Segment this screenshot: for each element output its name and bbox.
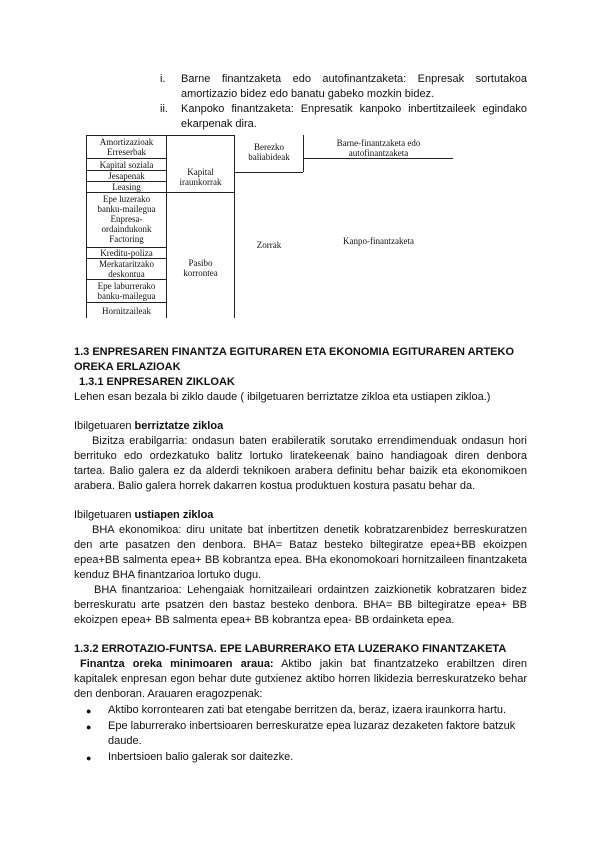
table-cell-kapital-soziala: Kapital soziala xyxy=(99,160,154,170)
paragraph-line: epea+BB salmenta epea+ BB kobrantza epea. BHa ekonomokoari hornitzaileen finantzaketa xyxy=(74,554,527,566)
paragraph-line: den arte pasatzen den denbora. BHA= Bataz besteko biltegiratze epea+BB ekoizpen xyxy=(74,539,527,551)
list-number: ii. xyxy=(160,103,168,115)
paragraph-line: kenduz BHA finantzarioa lortuko dugu. xyxy=(74,569,262,581)
paragraph-line: den denboran. Arauaren eragozpenak: xyxy=(74,688,263,700)
table-cell-leasing: Leasing xyxy=(112,182,141,192)
subsection-heading: 1.3.1 ENPRESAREN ZIKLOAK xyxy=(79,376,235,388)
table-cell-berezko-baliabideak: Berezko baliabideak xyxy=(248,142,290,162)
table-cell-merkataritzako: Merkataritzako deskontua xyxy=(99,259,154,279)
list-text-line: ekarpenak dira. xyxy=(181,118,257,130)
section-heading: 1.3 ENPRESAREN FINANTZA EGITURAREN ETA EKONOMIA EGITURAREN ARTEKO xyxy=(74,346,515,358)
bullet-icon: ● xyxy=(86,753,92,763)
paragraph-line: arabera. Balio galera horrek dakarren kostua produktuen kostura pasatu behar da. xyxy=(74,480,476,492)
table-cell-hornitzaileak: Hornitzaileak xyxy=(102,306,151,316)
paragraph-line: berrituko edo ordezkatuko balitz lortuko liratekeenak baino handiagoak diren denbora xyxy=(74,450,527,462)
table-cell-kanpo-finantzaketa: Kanpo-finantzaketa xyxy=(343,236,414,246)
bullet-text: Epe laburrerako inbertsioaren berreskuratze epea luzaraz dezaketen faktore batzuk xyxy=(108,720,516,732)
paragraph-line: ekoizpen epea+ BB salmenta epea+ BB kobrantza epea- BB ordainketa epea. xyxy=(74,614,455,626)
bullet-text: Inbertsioen balio galerak sor daitezke. xyxy=(108,751,294,763)
paragraph-line: BHA finantzarioa: Lehengaiak hornitzaileari ordaintzen zaizkionetik kobratzaren bidez xyxy=(94,584,527,596)
list-number: i. xyxy=(160,73,166,85)
intro-text: Lehen esan bezala bi ziklo daude ( ibilgetuaren berriztatze zikloa eta ustiapen zikloa.) xyxy=(74,391,491,403)
table-cell-zorrak: Zorrak xyxy=(256,240,282,250)
ustiapen-title: Ibilgetuaren ustiapen zikloa xyxy=(74,509,214,521)
bullet-text: Aktibo korrontearen zati bat etengabe berritzen da, beraz, izaera iraunkorra hartu. xyxy=(108,704,507,716)
bullet-icon: ● xyxy=(86,722,92,732)
paragraph-line: Bizitza erabilgarria: ondasun baten erabileratik sorutako errendimenduak ondasun hori xyxy=(92,435,527,447)
table-cell-amortizazioak: Amortizazioak Erreserbak xyxy=(99,137,154,157)
bullet-icon: ● xyxy=(86,706,92,716)
section-heading-1-3-2: 1.3.2 ERROTAZIO-FUNTSA. EPE LABURRERAKO ETA LUZERAKO FINANTZAKETA xyxy=(74,643,507,655)
berriztatze-title: Ibilgetuaren berriztatze zikloa xyxy=(74,420,224,432)
table-cell-kreditu-poliza: Kreditu-poliza xyxy=(100,248,153,258)
paragraph-line: berreskuratu arte psatzen den bastaz besteko denbora. BHA= BB biltegiratze epea+ BB xyxy=(74,599,527,611)
paragraph-line: BHA ekonomikoa: diru unitate bat inbertitzen denetik kobratzarenbidez berreskuratzen xyxy=(92,524,527,536)
table-cell-kapital-iraunkorrak: Kapital iraunkorrak xyxy=(179,167,222,187)
table-cell-epe-laburrerako: Epe laburrerako banku-mailegua xyxy=(97,281,156,301)
table-cell-jesapenak: Jesapenak xyxy=(108,171,145,181)
paragraph-line: tartea. Balio galera ez da alderdi teknikoen arabera definitu behar baizik eta ekonomikoen xyxy=(74,465,527,477)
paragraph-line: kapitalek enpresan egon behar dute gutxienez aktibo horren likidezia berreskuratzeko behar xyxy=(74,673,527,685)
bullet-text: daude. xyxy=(108,735,142,747)
section-heading-cont: OREKA ERLAZIOAK xyxy=(74,361,181,373)
list-text-line: amortizazio bidez edo banatu gabeko mozkin bidez. xyxy=(181,88,435,100)
table-cell-pasibo-korrontea: Pasibo korrontea xyxy=(183,258,218,278)
table-cell-epe-luzerako: Epe luzerako banku-mailegua Enpresa- ordaindukonk Factoring xyxy=(97,194,156,244)
list-text-line: Barne finantzaketa edo autofinantzaketa: Enpresak sortutakoa xyxy=(181,73,527,85)
table-cell-barne-finantzaketa: Barne-finantzaketa edo autofinantzaketa xyxy=(336,138,421,158)
list-text-line: Kanpoko finantzaketa: Enpresatik kanpoko inbertitzaileek egindako xyxy=(181,103,527,115)
rule-line: Finantza oreka minimoaren araua: Aktibo jakin bat finantzatzeko erabiltzen diren xyxy=(80,658,527,670)
